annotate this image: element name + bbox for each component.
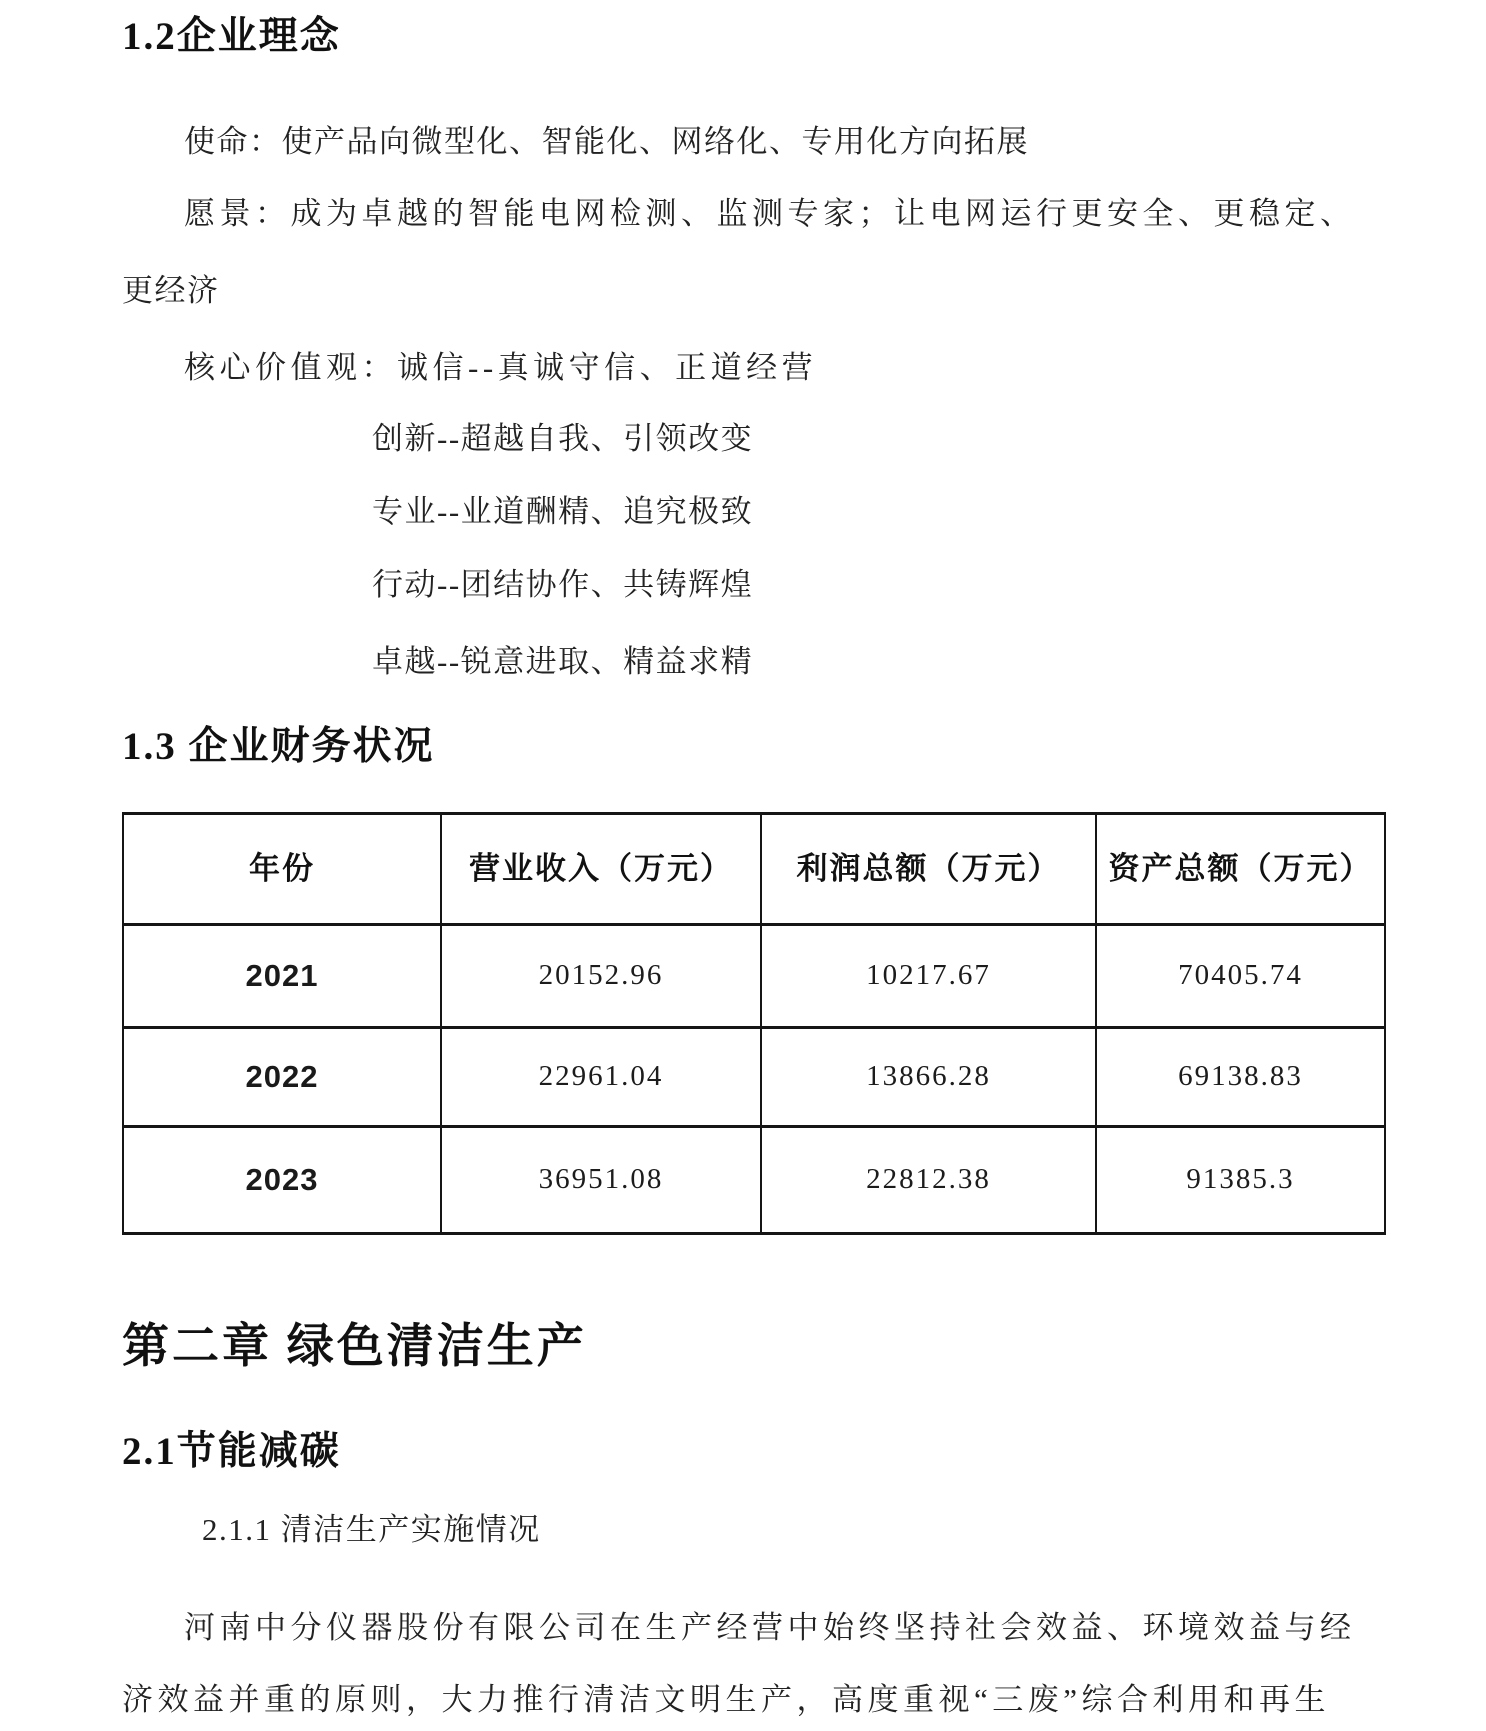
heading-section-2-1: 2.1节能减碳 bbox=[122, 1430, 341, 1473]
core-value-action-line: 行动--团结协作、共铸辉煌 bbox=[372, 567, 754, 602]
cell-revenue: 20152.96 bbox=[441, 925, 761, 1028]
financial-table bbox=[122, 812, 1386, 1235]
core-value-excellence-line: 卓越--锐意进取、精益求精 bbox=[372, 644, 754, 679]
heading-chapter-2: 第二章 绿色清洁生产 bbox=[122, 1321, 587, 1373]
paragraph-line-2: 济效益并重的原则，大力推行清洁文明生产，高度重视“三废”综合利用和再生 bbox=[122, 1682, 1331, 1717]
table-header-year: 年份 bbox=[123, 814, 441, 925]
table-header-row bbox=[123, 814, 1385, 925]
heading-section-1-2: 1.2企业理念 bbox=[122, 15, 341, 58]
table-row bbox=[123, 1127, 1385, 1234]
cell-year: 2021 bbox=[123, 925, 441, 1028]
core-values-intro-line: 核心价值观：诚信--真诚守信、正道经营 bbox=[184, 350, 818, 385]
cell-revenue: 22961.04 bbox=[441, 1028, 761, 1127]
cell-revenue: 36951.08 bbox=[441, 1127, 761, 1234]
core-value-innovation-line: 创新--超越自我、引领改变 bbox=[372, 421, 754, 456]
financial-table-wrapper bbox=[122, 812, 1386, 1235]
heading-section-2-1-1: 2.1.1 清洁生产实施情况 bbox=[202, 1512, 541, 1547]
paragraph-line-1: 河南中分仪器股份有限公司在生产经营中始终坚持社会效益、环境效益与经 bbox=[184, 1610, 1356, 1645]
cell-assets: 70405.74 bbox=[1096, 925, 1385, 1028]
table-row bbox=[123, 925, 1385, 1028]
cell-year: 2023 bbox=[123, 1127, 441, 1234]
cell-assets: 69138.83 bbox=[1096, 1028, 1385, 1127]
cell-profit: 22812.38 bbox=[761, 1127, 1096, 1234]
table-row bbox=[123, 1028, 1385, 1127]
table-header-profit: 利润总额（万元） bbox=[761, 814, 1096, 925]
heading-section-1-3: 1.3 企业财务状况 bbox=[122, 725, 435, 768]
cell-assets: 91385.3 bbox=[1096, 1127, 1385, 1234]
vision-line-2: 更经济 bbox=[122, 273, 220, 308]
core-value-professional-line: 专业--业道酬精、追究极致 bbox=[372, 494, 754, 529]
vision-line-1: 愿景：成为卓越的智能电网检测、监测专家；让电网运行更安全、更稳定、 bbox=[184, 196, 1356, 231]
cell-profit: 10217.67 bbox=[761, 925, 1096, 1028]
table-header-assets: 资产总额（万元） bbox=[1096, 814, 1385, 925]
table-header-revenue: 营业收入（万元） bbox=[441, 814, 761, 925]
cell-profit: 13866.28 bbox=[761, 1028, 1096, 1127]
mission-line: 使命：使产品向微型化、智能化、网络化、专用化方向拓展 bbox=[184, 124, 1029, 159]
cell-year: 2022 bbox=[123, 1028, 441, 1127]
